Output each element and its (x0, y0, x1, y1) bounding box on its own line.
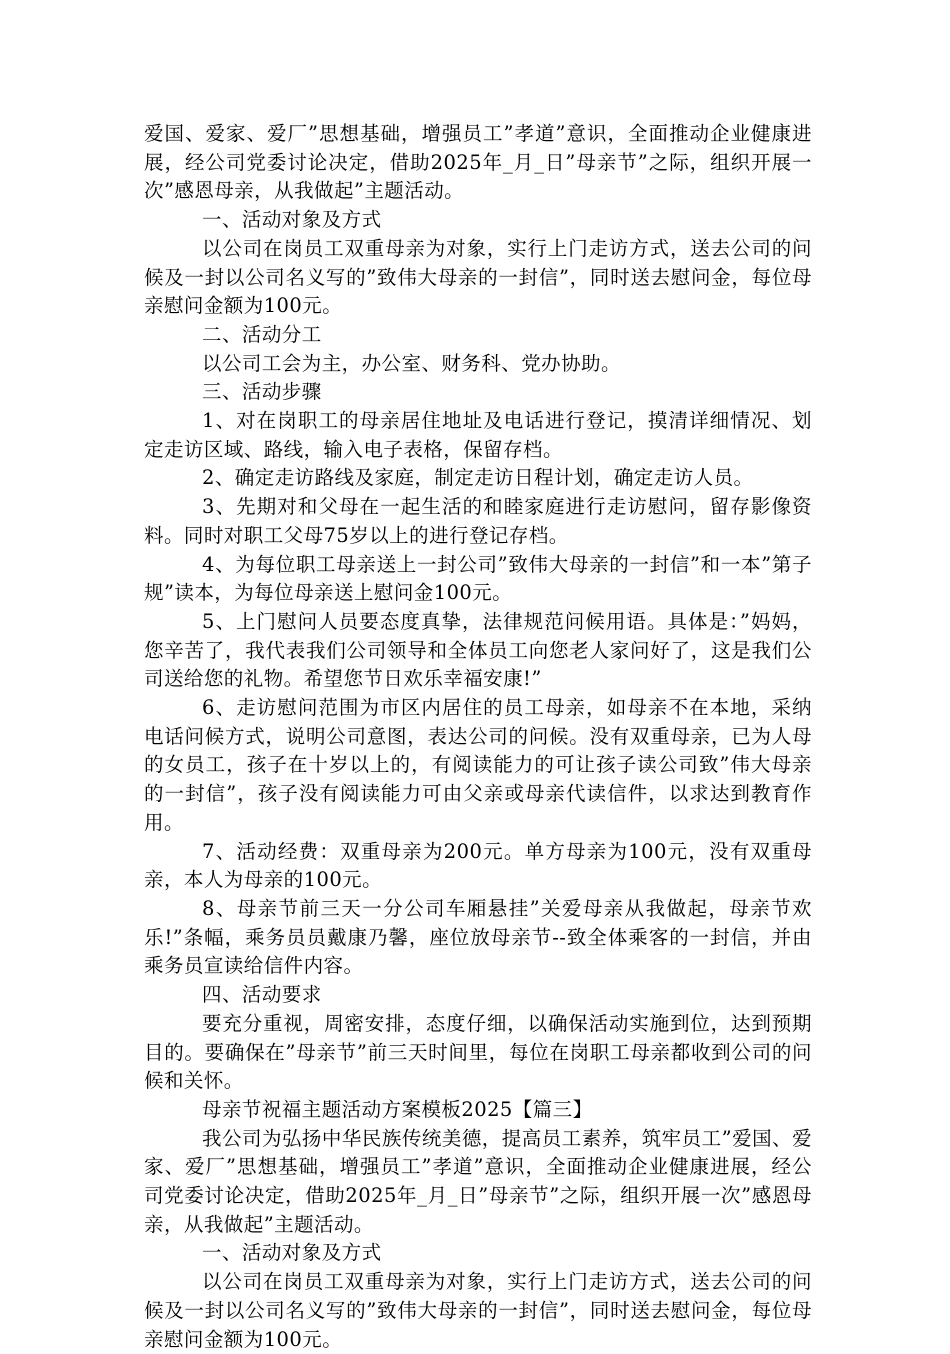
section-heading-division: 二、活动分工 (202, 322, 322, 346)
step-item-3: 3、先期对和父母在一起生活的和睦家庭进行走访慰问，留存影像资料。同时对职工父母75岁以上的进行登记存档。 (144, 495, 812, 547)
step-item-5: 5、上门慰问人员要态度真挚，法律规范问候用语。具体是：”妈妈，您辛苦了，我代表我们公司领导和全体员工向您老人家问好了，这是我们公司送给您的礼物。希望您节日欢乐幸福安康!” (144, 609, 812, 691)
step-item-6: 6、走访慰问范围为市区内居住的员工母亲，如母亲不在本地，采纳电话问候方式，说明公司意图，表达公司的问候。没有双重母亲，已为人母的女员工，孩子在十岁以上的，有阅读能力的可让孩子读公司致”伟大母亲的一封信”，孩子没有阅读能力可由父亲或母亲代读信件，以求达到教育作用。 (144, 696, 812, 834)
step-item-7: 7、活动经费：双重母亲为200元。单方母亲为100元，没有双重母亲，本人为母亲的100元。 (144, 839, 812, 892)
paragraph-requirements: 要充分重视，周密安排，态度仔细，以确保活动实施到位，达到预期目的。要确保在”母亲节”前三天时间里，每位在岗职工母亲都收到公司的问候和关怀。 (144, 1011, 812, 1093)
step-item-1: 1、对在岗职工的母亲居住地址及电话进行登记，摸清详细情况、划定走访区域、路线，输入电子表格，保留存档。 (144, 409, 812, 461)
step-item-2: 2、确定走访路线及家庭，制定走访日程计划，确定走访人员。 (202, 466, 754, 490)
section-heading-requirements: 四、活动要求 (202, 983, 322, 1007)
paragraph-target-method-2: 以公司在岗员工双重母亲为对象，实行上门走访方式，送去公司的问候及一封以公司名义写的”致伟大母亲的一封信”，同时送去慰问金，每位母亲慰问金额为100元。 (144, 1270, 812, 1351)
document-section-title: 母亲节祝福主题活动方案模板2025【篇三】 (202, 1097, 593, 1121)
document-page (144, 120, 812, 1354)
section-heading-target-method: 一、活动对象及方式 (202, 208, 382, 232)
section-heading-steps: 三、活动步骤 (202, 380, 322, 404)
paragraph-target-method: 以公司在岗员工双重母亲为对象，实行上门走访方式，送去公司的问候及一封以公司名义写的”致伟大母亲的一封信”，同时送去慰问金，每位母亲慰问金额为100元。 (144, 236, 812, 318)
paragraph-intro-continuation: 爱国、爱家、爱厂”思想基础，增强员工”孝道”意识，全面推动企业健康进展，经公司党委讨论决定，借助2025年_月_日”母亲节”之际，组织开展一次”感恩母亲，从我做起”主题活动。 (144, 122, 812, 203)
step-item-4: 4、为每位职工母亲送上一封公司”致伟大母亲的一封信”和一本”第子规”读本，为每位母亲送上慰问金100元。 (144, 552, 812, 605)
paragraph-division: 以公司工会为主，办公室、财务科、党办协助。 (202, 351, 621, 375)
paragraph-intro: 我公司为弘扬中华民族传统美德，提高员工素养，筑牢员工”爱国、爱家、爱厂”思想基础，增强员工”孝道”意识，全面推动企业健康进展，经公司党委讨论决定，借助2025年_月_日”母亲节”之际，组织开展一次”感恩母亲，从我做起”主题活动。 (144, 1126, 812, 1236)
step-item-8: 8、母亲节前三天一分公司车厢悬挂”关爱母亲从我做起，母亲节欢乐!”条幅，乘务员员戴康乃馨，座位放母亲节--致全体乘客的一封信，并由乘务员宣读给信件内容。 (144, 896, 812, 978)
section-heading-target-method-2: 一、活动对象及方式 (202, 1241, 382, 1265)
